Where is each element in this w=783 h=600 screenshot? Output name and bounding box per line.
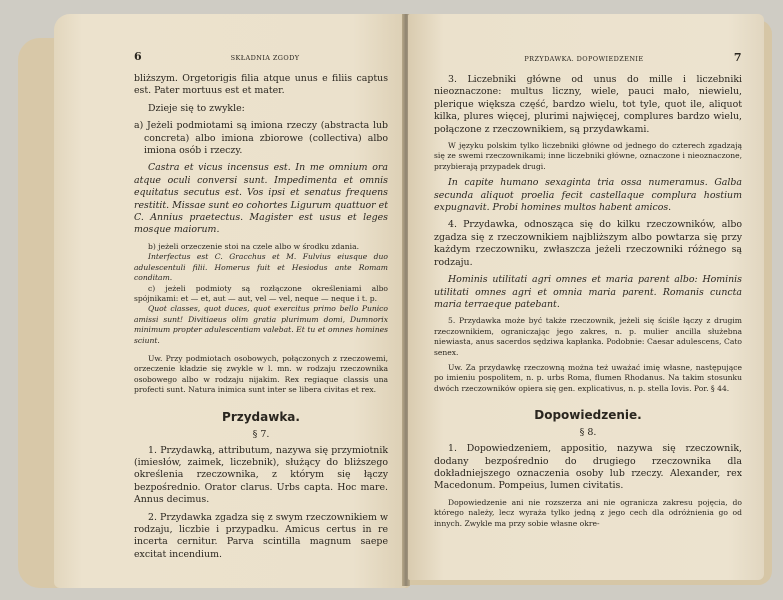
- text-line: a) Jeżeli podmiotami są imiona rzeczy (abstracta lub concreta) albo imiona zbiorowe (collectiva) albo imiona osób i rzeczy.: [134, 120, 388, 157]
- text-line: Dzieje się to zwykle:: [148, 102, 245, 114]
- section-title: Dopowiedzenie.: [534, 408, 642, 423]
- text-line: b) jeżeli orzeczenie stoi na czele albo w środku zdania.: [148, 241, 360, 251]
- note: W języku polskim tylko liczebniki główne od jednego do czterech zgadzają się ze swemi rzeczownikami; inne liczebniki główne, oznaczone i nieoznaczone, przybierają przypadek drugi.: [434, 141, 742, 171]
- section-number: § 8.: [579, 427, 597, 439]
- section-title: Przydawka.: [222, 409, 300, 424]
- latin-example: Interfectus est C. Gracchus et M. Fulvius eiusque duo adulescentuli filii. Homerus fuit et Hesiodus ante Romam conditam.: [134, 252, 388, 283]
- latin-example: Castra et vicus incensus est. In me omnium ora atque oculi conversi sunt. Impedimenta et omnis equitatus secutus est. Vos ipsi et senatus frequens restitit. Missae sunt eo cohortes Ligurum quattuor et C. Annius praetectus. Magister est usus et leges mosque maiorum.: [134, 162, 388, 236]
- note: Uw. Przy podmiotach osobowych, połączonych z rzeczowemi, orzeczenie kładzie się zwykle w l. mn. w rodzaju rzeczownika osobowego albo w rodzaju nijakim. Rex regiaque classis una profecti sunt. Natura inimica sunt inter se libera civitas et rex.: [134, 353, 388, 395]
- right-page: [408, 14, 764, 580]
- latin-example: In capite humano sexaginta tria ossa numeramus. Galba secunda aliquot proelia fecit castellaque complura hostium expugnavit. Probi homines multos habent amicos.: [434, 177, 742, 214]
- text-line: 4. Przydawka, odnosząca się do kilku rzeczowników, albo zgadza się z rzeczownikiem najbliższym albo powtarza się przy każdym rzeczowniku, zwłaszcza jeżeli rzeczowniki różnego są rodzaju.: [434, 219, 742, 268]
- text-line: c) jeżeli podmioty są rozłączone określeniami albo spójnikami: et — et, aut — aut, vel — vel, neque — neque i t. p.: [134, 283, 388, 303]
- text-line: 2. Przydawka zgadza się z swym rzeczownikiem w rodzaju, liczbie i przypadku. Amicus certus in re incerta cernitur. Parva scintilla magnum saepe excitat incendium.: [134, 511, 388, 560]
- text-line: 5. Przydawka może być także rzeczownik, jeżeli się ściśle łączy z drugim rzeczownikiem, ograniczając jego zakres, n. p. mulier ancilla służebna niewiasta, anus sacerdos sędziwa kapłanka. Podobnie: Caesar adulescens, Cato senex.: [434, 316, 742, 357]
- latin-example: Quot classes, quot duces, quot exercitus primo bello Punico amissi sunt! Divitiaeus olim gratia plurimum domi, Dumnorix minimum propter adulescentiam valebat. Et tu et omnes homines sciunt.: [134, 304, 388, 345]
- text-line: 1. Dopowiedzeniem, appositio, nazywa się rzeczownik, dodany bezpośrednio do drugiego rzeczownika dla dokładniejszego oznaczenia osoby lub rzeczy. Alexander, rex Macedonum. Pompeius, lumen civitatis.: [434, 443, 742, 492]
- left-page: [54, 14, 406, 588]
- open-book: [14, 14, 772, 588]
- text-line: 3. Liczebniki główne od unus do mille i liczebniki nieoznaczone: multus liczny, wiele, pauci mało, niewielu, plerique większa część, bardzo wielu, tot tyle, quot ile, aliquot kilka, plures więcej, plurimi najwięcej, complures bardzo wielu, połączone z rzeczownikiem, są przydawkami.: [434, 74, 742, 135]
- left-page-number: 6: [134, 50, 143, 63]
- latin-example: Hominis utilitati agri omnes et maria parent albo: Hominis utilitati omnes agri et omnia maria parent. Romanis cuncta maria terraeque patebant.: [434, 274, 742, 310]
- text-line: 1. Przydawką, attributum, nazywa się przymiotnik (imiesłów, zaimek, liczebnik), służący do bliższego określenia rzeczownika, z którym się łączy bezpośrednio. Orator clarus. Urbs capta. Hoc mare. Annus decimus.: [134, 444, 388, 506]
- left-header: [134, 50, 388, 63]
- section-number: § 7.: [252, 428, 270, 440]
- text-line: Dopowiedzenie ani nie rozszerza ani nie ogranicza zakresu pojęcia, do którego należy, lecz wyraża tylko jedną z jego cech dla odróżnienia go od innych. Zwykle ma przy sobie własne okre-: [434, 497, 742, 528]
- text-line: bliższym. Orgetorigis filia atque unus e filiis captus est. Pater mortuus est et mater.: [134, 73, 388, 97]
- right-running-head: PRZYDAWKA. DOPOWIEDZENIE: [524, 55, 644, 63]
- note: Uw. Za przydawkę rzeczowną można też uważać imię własne, następujące po imieniu pospolitem, n. p. urbs Roma, flumen Rhodanus. Na takim stosunku dwóch rzeczowników opiera się gen. explicativus, n. p. stella Iovis. Por. § 44.: [434, 362, 742, 393]
- right-page-number: 7: [733, 51, 742, 64]
- right-header: [434, 51, 742, 64]
- left-running-head: SKŁADNIA ZGODY: [230, 54, 300, 62]
